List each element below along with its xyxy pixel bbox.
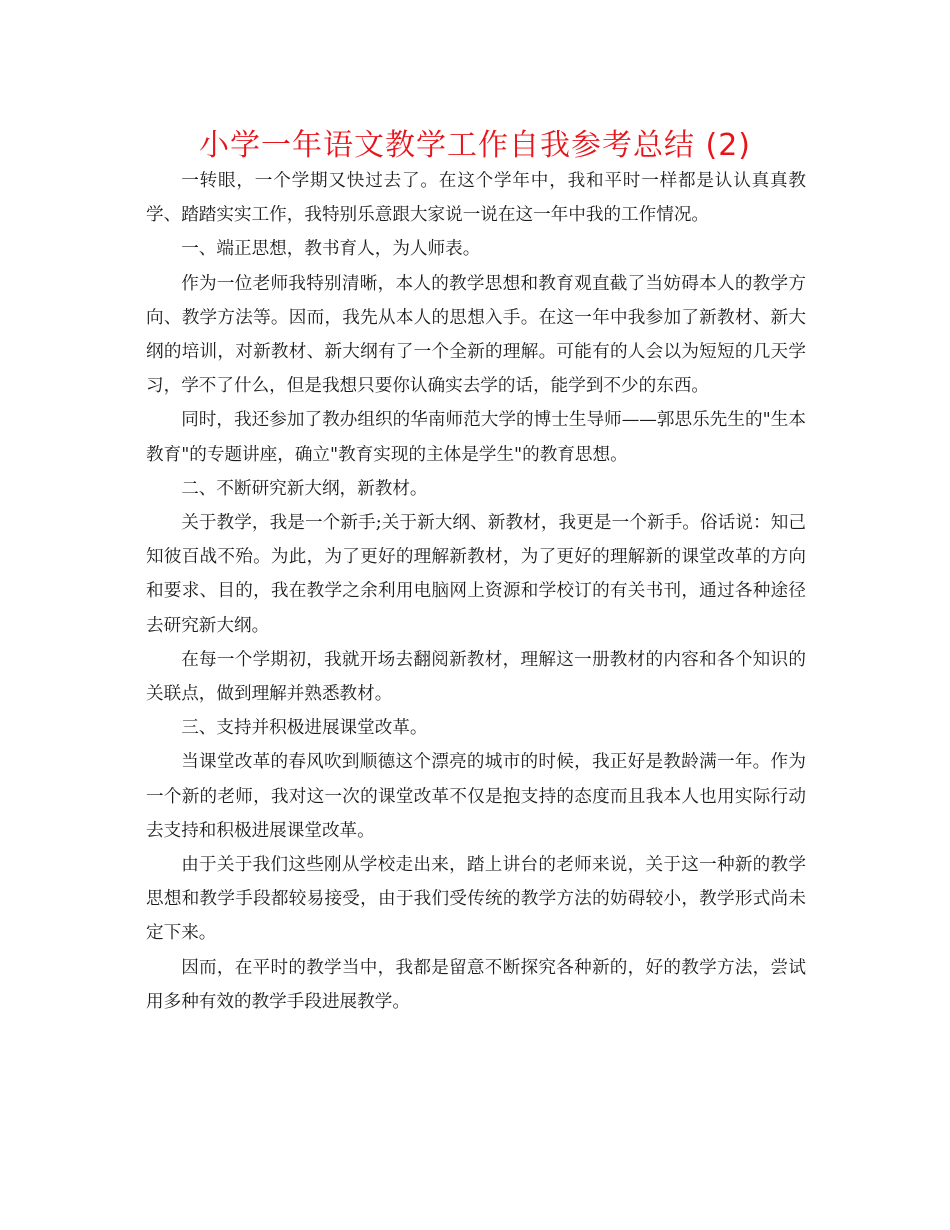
section-heading: 一、端正思想，教书育人，为人师表。 bbox=[181, 239, 481, 260]
paragraph: 作为一位老师我特别清晰，本人的教学思想和教育观直截了当妨碍本人的教学方向、教学方法等。因而，我先从本人的思想入手。在这一年中我参加了新教材、新大纲的培训，对新教材、新大纲有了一个全新的理解。可能有的人会以为短短的几天学习，学不了什么，但是我想只要你认确实去学的话，能学到不少的东西。 bbox=[146, 273, 806, 397]
paragraph: 当课堂改革的春风吹到顺德这个漂亮的城市的时候，我正好是教龄满一年。作为一个新的老师，我对这一次的课堂改革不仅是抱支持的态度而且我本人也用实际行动去支持和积极进展课堂改革。 bbox=[146, 752, 806, 841]
section-heading: 二、不断研究新大纲，新教材。 bbox=[181, 478, 428, 499]
paragraph: 因而，在平时的教学当中，我都是留意不断探究各种新的，好的教学方法，尝试用多种有效的教学手段进展教学。 bbox=[146, 957, 806, 1012]
section-heading: 三、支持并积极进展课堂改革。 bbox=[181, 718, 428, 739]
document-body bbox=[146, 164, 806, 1019]
paragraph: 一转眼，一个学期又快过去了。在这个学年中，我和平时一样都是认认真真教学、踏踏实实工作，我特别乐意跟大家说一说在这一年中我的工作情况。 bbox=[146, 171, 806, 226]
paragraph: 同时，我还参加了教办组织的华南师范大学的博士生导师——郭思乐先生的"生本教育"的专题讲座，确立"教育实现的主体是学生"的教育思想。 bbox=[146, 410, 806, 465]
paragraph: 由于关于我们这些刚从学校走出来，踏上讲台的老师来说，关于这一种新的教学思想和教学手段都较易接受，由于我们受传统的教学方法的妨碍较小，教学形式尚未定下来。 bbox=[146, 855, 806, 944]
paragraph: 关于教学，我是一个新手;关于新大纲、新教材，我更是一个新手。俗话说：知己知彼百战不殆。为此，为了更好的理解新教材，为了更好的理解新的课堂改革的方向和要求、目的，我在教学之余利用电脑网上资源和学校订的有关书刊，通过各种途径去研究新大纲。 bbox=[146, 513, 806, 636]
paragraph: 在每一个学期初，我就开场去翻阅新教材，理解这一册教材的内容和各个知识的关联点，做到理解并熟悉教材。 bbox=[146, 649, 806, 705]
document-title: 小学一年语文教学工作自我参考总结 (2) bbox=[198, 128, 752, 163]
